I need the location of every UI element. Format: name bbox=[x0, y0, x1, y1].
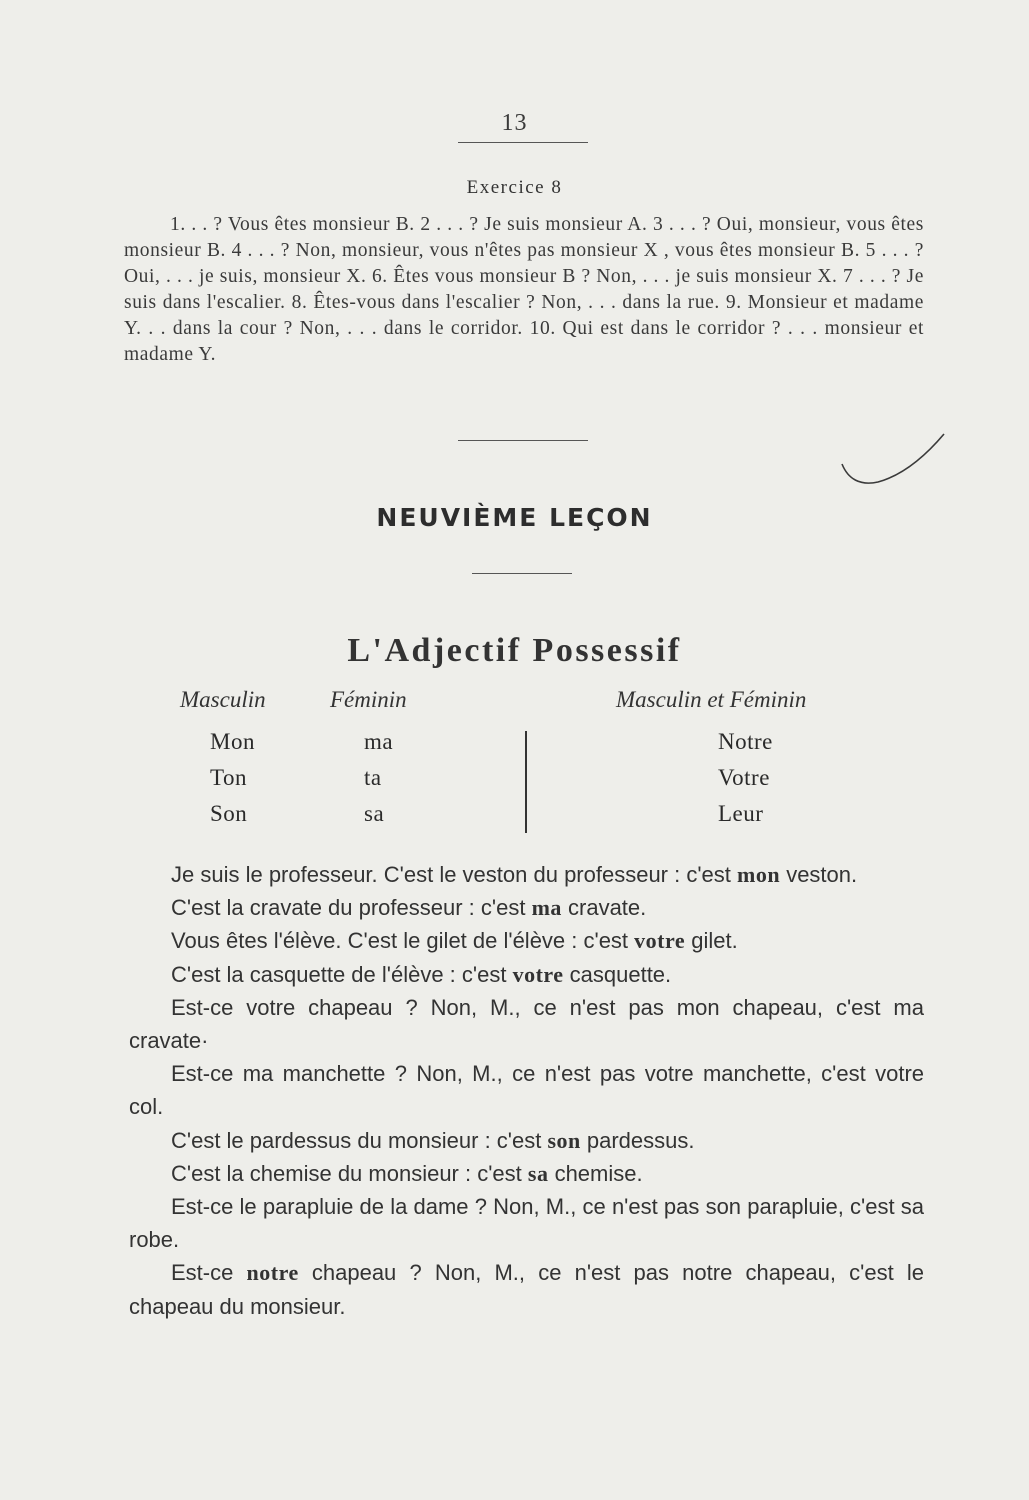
section-title: L'Adjectif Possessif bbox=[347, 632, 682, 669]
possessive-word: son bbox=[547, 1127, 581, 1153]
sentence bbox=[129, 858, 924, 891]
possessive-word: sa bbox=[527, 1160, 549, 1186]
sentence-text: Vous êtes l'élève. C'est le gilet de l'élève : c'est bbox=[171, 928, 635, 954]
checkmark-icon bbox=[838, 424, 948, 494]
sentence-text: pardessus. bbox=[580, 1127, 695, 1153]
sentence-text: chemise. bbox=[548, 1160, 643, 1186]
table-divider bbox=[525, 731, 527, 833]
sentence-text: C'est la cravate du professeur : c'est bbox=[171, 895, 532, 921]
table-cell-both: Votre bbox=[718, 765, 770, 790]
sentence-text: veston. bbox=[780, 862, 858, 887]
table-cell-fem: ta bbox=[364, 765, 382, 790]
sentence-text: C'est la chemise du monsieur : c'est bbox=[171, 1160, 528, 1186]
table-cell-masc: Ton bbox=[210, 765, 247, 790]
header-masculin: Masculin bbox=[180, 687, 266, 712]
header-feminin: Féminin bbox=[330, 687, 407, 712]
sentence-text: Est-ce bbox=[171, 1260, 247, 1286]
sentence-text: Je suis le professeur. C'est le veston du professeur : c'est bbox=[171, 862, 738, 887]
possessive-word: votre bbox=[512, 961, 564, 987]
exercise-body bbox=[124, 212, 924, 368]
page-number: 13 bbox=[501, 110, 528, 136]
sentence-text: casquette. bbox=[563, 961, 672, 987]
exercise-text: 1. . . ? Vous êtes monsieur B. 2 . . . ? Je suis monsieur A. 3 . . . ? Oui, monsieur, vous êtes monsieur B. 4 . . . ? Non, monsieur, vous n'êtes pas monsieur X , vous êtes monsieur B. 5 . . . ? Oui, . . . je suis, monsieur X. 6. Êtes vous monsieur B ? Non, . . . je suis monsieur X. 7 . . . ? Je suis dans l'escalier. 8. Êtes-vous dans l'escalier ? Non, . . . dans la rue. 9. Monsieur et madame Y. . . dans la cour ? Non, . . . dans le corridor. 10. Qui est dans le corridor ? . . . monsieur et madame Y. bbox=[124, 214, 924, 365]
table-cell-fem: sa bbox=[364, 801, 385, 826]
possessive-word: notre bbox=[246, 1260, 299, 1286]
possessive-word: votre bbox=[634, 928, 686, 954]
table-cell-both: Leur bbox=[718, 801, 764, 826]
lesson-title: NEUVIÈME LEÇON bbox=[376, 503, 653, 532]
table-cell-masc: Son bbox=[210, 801, 248, 826]
sentence: Est-ce ma manchette ? Non, M., ce n'est pas votre manchette, c'est votre col. bbox=[129, 1061, 924, 1120]
example-sentences bbox=[129, 858, 924, 1323]
rule-divider bbox=[458, 142, 588, 143]
sentence bbox=[129, 958, 924, 991]
possessive-word: mon bbox=[737, 862, 781, 887]
header-masculin-feminin: Masculin et Féminin bbox=[616, 687, 807, 712]
sentence: Est-ce le parapluie de la dame ? Non, M., ce n'est pas son parapluie, c'est sa robe. bbox=[129, 1194, 924, 1253]
sentence bbox=[129, 1124, 924, 1157]
sentence-text: C'est le pardessus du monsieur : c'est bbox=[171, 1127, 548, 1153]
sentence: Est-ce votre chapeau ? Non, M., ce n'est pas mon chapeau, c'est ma cravate· bbox=[129, 994, 924, 1054]
sentence bbox=[129, 1256, 924, 1322]
sentence-text: cravate. bbox=[561, 895, 647, 921]
table-cell-both: Notre bbox=[718, 729, 773, 754]
sentence-text: C'est la casquette de l'élève : c'est bbox=[171, 961, 513, 987]
exercise-title: Exercice 8 bbox=[466, 177, 563, 198]
rule-divider bbox=[472, 573, 572, 574]
table-cell-fem: ma bbox=[364, 729, 394, 754]
possessive-word: ma bbox=[531, 895, 562, 921]
sentence-text: chapeau ? Non, M., ce n'est pas notre chapeau, c'est le chapeau du monsieur. bbox=[129, 1260, 924, 1319]
sentence-text: gilet. bbox=[685, 928, 738, 954]
sentence bbox=[129, 1157, 924, 1190]
sentence bbox=[129, 891, 924, 924]
rule-divider bbox=[458, 440, 588, 441]
table-cell-masc: Mon bbox=[210, 729, 255, 754]
sentence bbox=[129, 924, 924, 957]
